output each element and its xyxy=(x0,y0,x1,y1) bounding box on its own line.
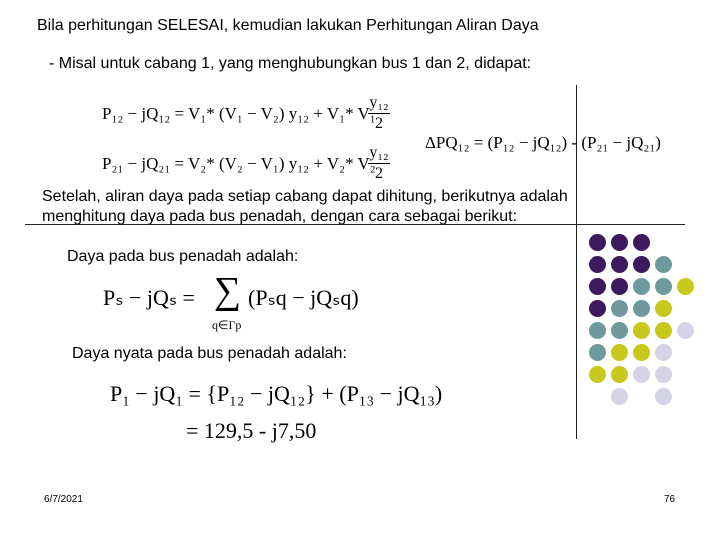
decorative-dot-grid xyxy=(589,234,709,414)
equation-p12-lhs: P₁₂ − jQ₁₂ = V₁* (V₁ − V₂) y₁₂ + V₁* V₁ xyxy=(102,104,376,123)
decorative-dot xyxy=(677,322,694,339)
decorative-dot xyxy=(611,366,628,383)
decorative-dot xyxy=(655,344,672,361)
decorative-dot xyxy=(589,234,606,251)
decorative-dot xyxy=(633,278,650,295)
decorative-dot xyxy=(589,278,606,295)
summation-subscript: q∈Γp xyxy=(212,318,242,332)
decorative-dot xyxy=(589,300,606,317)
decorative-dot xyxy=(633,300,650,317)
decorative-dot xyxy=(589,256,606,273)
decorative-dot xyxy=(589,344,606,361)
decorative-dot xyxy=(589,322,606,339)
slide-title: Bila perhitungan SELESAI, kemudian lakukan Perhitungan Aliran Daya xyxy=(37,17,539,34)
decorative-dot xyxy=(633,256,650,273)
equation-p21 xyxy=(102,154,376,174)
decorative-dot xyxy=(633,366,650,383)
decorative-dot xyxy=(611,322,628,339)
decorative-dot xyxy=(611,344,628,361)
decorative-dot xyxy=(611,278,628,295)
decorative-dot xyxy=(655,256,672,273)
equation-bus-power-rhs: (Pₛq − jQₛq) xyxy=(248,285,359,310)
decorative-dot xyxy=(611,388,628,405)
equation-delta-pq: ΔPQ₁₂ = (P₁₂ − jQ₁₂) - (P₂₁ − jQ₂₁) xyxy=(425,133,661,152)
label-real-power: Daya nyata pada bus penadah adalah: xyxy=(72,345,347,362)
fraction-numerator: y₁₂ xyxy=(369,94,389,111)
label-bus-power: Daya pada bus penadah adalah: xyxy=(67,248,299,265)
decorative-dot xyxy=(655,388,672,405)
equation-p12 xyxy=(102,104,376,124)
decorative-dot xyxy=(633,344,650,361)
equation-real-power: P₁ − jQ₁ = {P₁₂ − jQ₁₂} + (P₁₃ − jQ₁₃) xyxy=(110,381,443,406)
fraction-denominator: 2 xyxy=(375,115,383,132)
equation-bus-power-lhs: Pₛ − jQₛ = xyxy=(103,285,195,310)
equation-p12-fraction xyxy=(366,94,392,133)
paragraph-line-1: Setelah, aliran daya pada setiap cabang dapat dihitung, berikutnya adalah xyxy=(42,188,568,205)
decorative-dot xyxy=(655,300,672,317)
equation-p21-lhs: P₂₁ − jQ₂₁ = V₂* (V₂ − V₁) y₁₂ + V₂* V₂ xyxy=(102,154,376,173)
decorative-dot xyxy=(655,366,672,383)
decorative-dot xyxy=(611,256,628,273)
paragraph-line-2: menghitung daya pada bus penadah, dengan cara sebagai berikut: xyxy=(42,208,518,225)
decorative-dot xyxy=(611,300,628,317)
equation-real-power-result: = 129,5 - j7,50 xyxy=(186,418,317,443)
equation-p21-fraction xyxy=(366,144,392,183)
decorative-dot xyxy=(677,278,694,295)
decorative-dot xyxy=(655,278,672,295)
fraction-numerator: y₁₂ xyxy=(369,144,389,161)
decorative-dot xyxy=(655,322,672,339)
slide-subtitle: - Misal untuk cabang 1, yang menghubungkan bus 1 dan 2, didapat: xyxy=(49,55,532,72)
decorative-dot xyxy=(633,322,650,339)
decorative-dot xyxy=(633,234,650,251)
decorative-dot xyxy=(611,234,628,251)
footer-date: 6/7/2021 xyxy=(44,494,83,505)
decorative-dot xyxy=(589,366,606,383)
fraction-denominator: 2 xyxy=(375,165,383,182)
footer-page-number: 76 xyxy=(664,494,676,505)
summation-symbol: ∑ xyxy=(214,270,242,312)
